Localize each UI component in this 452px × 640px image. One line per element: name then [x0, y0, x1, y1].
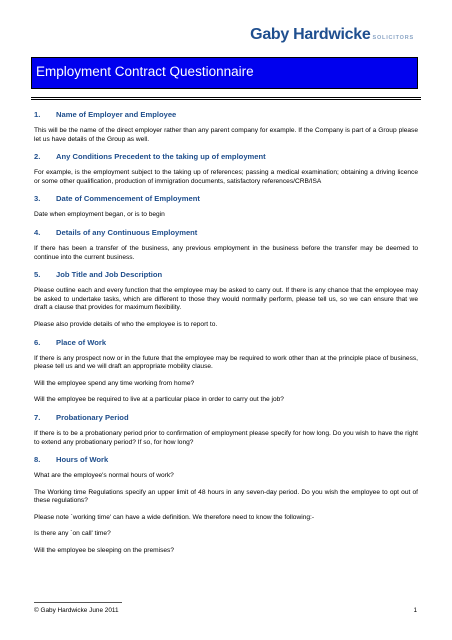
section-paragraph: Will the employee spend any time working from home? [34, 379, 195, 387]
page-number: 1 [413, 607, 417, 614]
divider-bottom [31, 99, 421, 100]
section-paragraph: Will the employee be required to live at a particular place in order to carry out the job? [34, 396, 284, 404]
section-number: 3. [34, 194, 41, 204]
section-heading-text: Job Title and Job Description [56, 270, 163, 280]
section-paragraph: If there is any prospect now or in the future that the employee may be required to work other than at the principle place of business, please tell us and we will draft an appropriate mobility clause. [34, 354, 418, 371]
section-3 [34, 194, 418, 220]
footer-copyright: © Gaby Hardwicke June 2011 [34, 607, 119, 614]
section-heading-text: Probationary Period [56, 412, 129, 422]
section-heading [34, 455, 418, 464]
section-2 [34, 152, 418, 186]
section-4 [34, 228, 418, 262]
section-number: 5. [34, 270, 41, 280]
section-paragraph: Please also provide details of who the employee is to report to. [34, 320, 218, 328]
section-heading-text: Details of any Continuous Employment [56, 227, 198, 237]
section-number: 6. [34, 337, 41, 347]
section-heading-text: Any Conditions Precedent to the taking up of employment [56, 152, 266, 162]
section-number: 4. [34, 227, 41, 237]
section-number: 2. [34, 152, 41, 162]
section-paragraph: If there has been a transfer of the business, any previous employment in the business before the transfer may be deemed to continue into the current business. [34, 244, 418, 261]
section-6 [34, 338, 418, 405]
section-1 [34, 110, 418, 144]
section-number: 8. [34, 455, 41, 465]
section-heading [34, 152, 418, 161]
section-number: 1. [34, 110, 41, 119]
logo-name: Gaby Hardwicke [250, 26, 371, 43]
section-heading-text: Date of Commencement of Employment [56, 194, 200, 204]
section-paragraph: Is there any `on call' time? [34, 530, 111, 538]
section-heading [34, 270, 418, 279]
section-heading [34, 194, 418, 203]
section-heading-text: Place of Work [56, 337, 107, 347]
document-body [34, 110, 418, 564]
section-paragraph: What are the employee's normal hours of work? [34, 472, 174, 480]
section-number: 7. [34, 412, 41, 422]
section-paragraph: Please note `working time' can have a wide definition. We therefore need to know the following:- [34, 513, 315, 521]
section-paragraph: Will the employee be sleeping on the premises? [34, 547, 175, 555]
logo-tagline: SOLICITORS [372, 35, 414, 41]
section-paragraph: For example, is the employment subject to the taking up of references; passing a medical examination; obtaining a driving licence or some other qualification, production of immigration documents, satisfactory references/CRB/ISA [34, 169, 418, 185]
section-heading [34, 413, 418, 422]
footer-rule [34, 602, 122, 603]
section-paragraph: Please outline each and every function that the employee may be asked to carry out. If there is any chance that the employee may be asked to undertake tasks, which are different to those they would normally perform, please tell us, so we can ensure that we draft a clause that provides for maximum flexibility. [34, 287, 418, 312]
section-8 [34, 455, 418, 556]
section-7 [34, 413, 418, 447]
title-banner [31, 57, 418, 89]
firm-logo [250, 26, 414, 44]
divider-top [31, 97, 421, 98]
section-5 [34, 270, 418, 329]
section-heading-text: Hours of Work [56, 455, 109, 465]
section-paragraph: If there is to be a probationary period prior to confirmation of employment please specify for how long. Do you wish to have the right to extend any probationary period? If so, for how long? [34, 429, 418, 446]
section-heading-text: Name of Employer and Employee [56, 110, 177, 119]
document-title: Employment Contract Questionnaire [36, 64, 254, 79]
section-paragraph: This will be the name of the direct employer rather than any parent company for example. If the Company is part of a Group please let us have details of the Group as well. [34, 127, 418, 143]
section-paragraph: Date when employment began, or is to begin [34, 211, 165, 219]
section-heading [34, 338, 418, 347]
section-paragraph: The Working time Regulations specify an upper limit of 48 hours in any seven-day period. Do you wish the employee to opt out of these regulations? [34, 488, 418, 505]
section-heading [34, 228, 418, 237]
section-heading [34, 110, 418, 119]
